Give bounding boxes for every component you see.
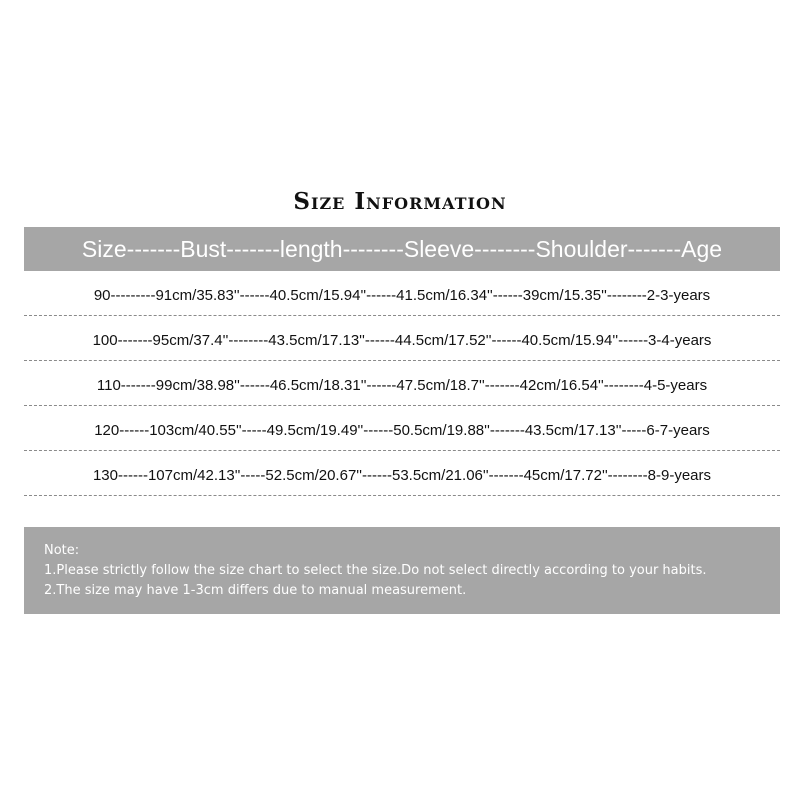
note-heading: Note: (44, 543, 80, 558)
note-line-1: 1.Please strictly follow the size chart to select the size.Do not select directly according to your habits. (44, 563, 707, 578)
table-row (24, 271, 780, 316)
table-row (24, 451, 780, 496)
table-row (24, 406, 780, 451)
size-table-header: Size-------Bust-------length--------Sleeve--------Shoulder-------Age (24, 227, 780, 271)
table-row-text: 100-------95cm/37.4''--------43.5cm/17.13''------44.5cm/17.52''------40.5cm/15.94''------3-4-years (92, 331, 712, 349)
table-row (24, 316, 780, 361)
note-box (24, 527, 780, 614)
note-line-2: 2.The size may have 1-3cm differs due to manual measurement. (44, 583, 467, 598)
table-row-text: 90---------91cm/35.83''------40.5cm/15.94''------41.5cm/16.34''------39cm/15.35''--------2-3-years (93, 286, 711, 304)
table-row-text: 130------107cm/42.13''-----52.5cm/20.67''------53.5cm/21.06''-------45cm/17.72''--------8-9-years (92, 466, 712, 484)
table-row-text: 110-------99cm/38.98''------46.5cm/18.31''------47.5cm/18.7''-------42cm/16.54''--------4-5-years (96, 376, 708, 394)
table-row (24, 361, 780, 406)
page-title: Size Information (293, 188, 507, 215)
size-table (24, 271, 780, 496)
table-row-text: 120------103cm/40.55''-----49.5cm/19.49''------50.5cm/19.88''-------43.5cm/17.13''-----6-7-years (94, 421, 710, 439)
